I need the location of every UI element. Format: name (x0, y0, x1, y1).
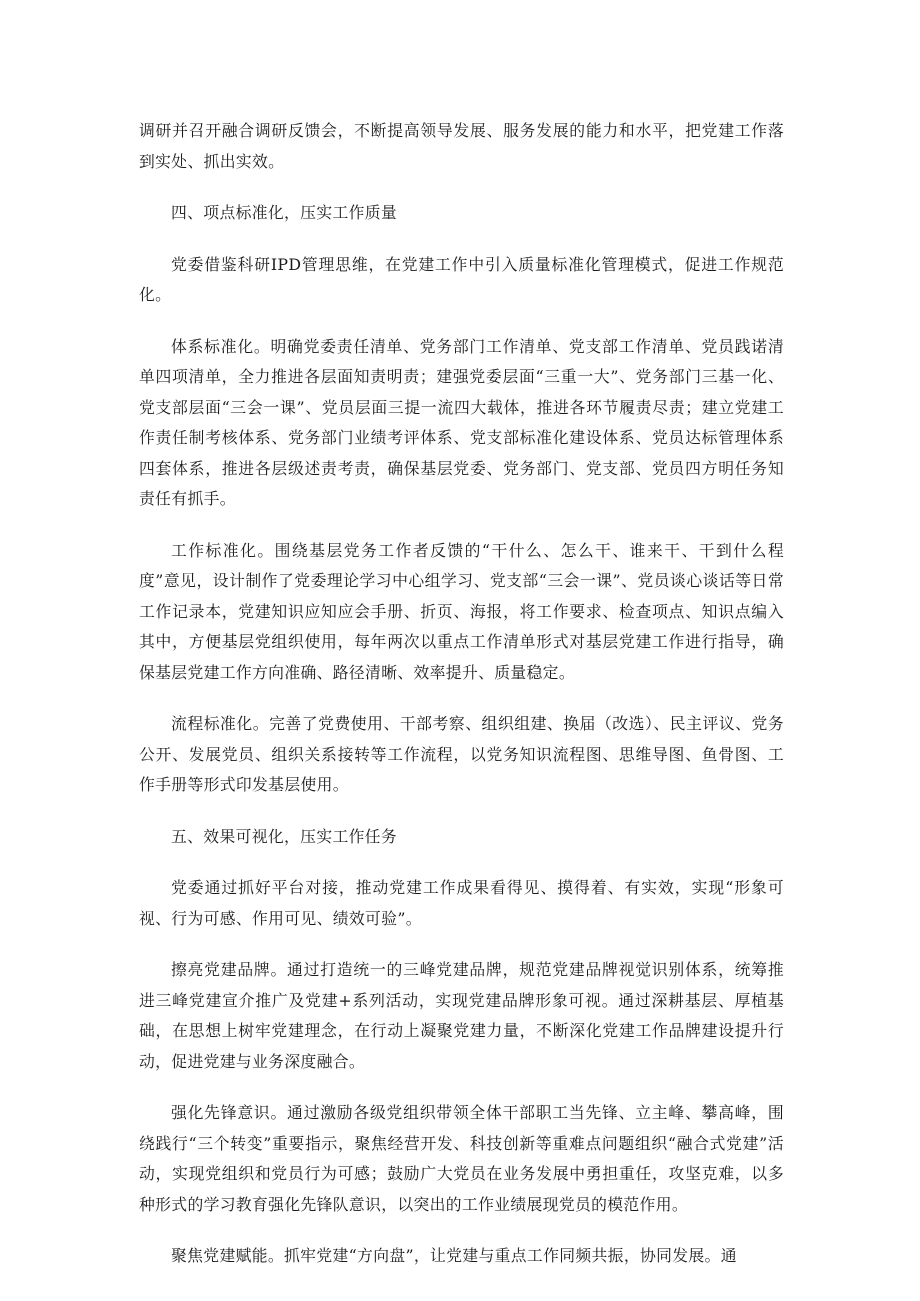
paragraph-work-standardization: 工作标准化。围绕基层党务工作者反馈的“干什么、怎么干、谁来干、干到什么程度”意见，设计制作了党委理论学习中心组学习、党支部“三会一课”、党员谈心谈话等日常工作记录本，党建知识应知应会手册、折页、海报，将工作要求、检查项点、知识点编入其中，方便基层党组织使用，每年两次以重点工作清单形式对基层党建工作进行指导，确保基层党建工作方向准确、路径清晰、效率提升、质量稳定。 (139, 540, 784, 682)
paragraph-system-standardization: 体系标准化。明确党委责任清单、党务部门工作清单、党支部工作清单、党员践诺清单四项清单，全力推进各层面知责明责；建强党委层面“三重一大”、党务部门三基一化、党支部层面“三会一课”、党员层面三提一流四大载体，推进各环节履责尽责；建立党建工作责任制考核体系、党务部门业绩考评体系、党支部标准化建设体系、党员达标管理体系四套体系，推进各层级述责考责，确保基层党委、党务部门、党支部、党员四方明任务知责任有抓手。 (139, 336, 784, 508)
document-page (139, 116, 784, 1293)
paragraph-visualization-intro: 党委通过抓好平台对接，推动党建工作成果看得见、摸得着、有实效，实现“形象可视、行为可感、作用可见、绩效可验”。 (139, 878, 784, 928)
section-heading-five: 五、效果可视化，压实工作任务 (171, 826, 398, 846)
paragraph-pioneer: 强化先锋意识。通过激励各级党组织带领全体干部职工当先锋、立主峰、攀高峰，围绕践行“三个转变”重要指示，聚焦经营开发、科技创新等重难点问题组织“融合式党建”活动，实现党组织和党员行为可感；鼓励广大党员在业务发展中勇担重任，攻坚克难，以多种形式的学习教育强化先锋队意识，以突出的工作业绩展现党员的模范作用。 (139, 1103, 784, 1214)
paragraph-ipd-intro: 党委借鉴科研IPD管理思维，在党建工作中引入质量标准化管理模式，促进工作规范化。 (139, 254, 784, 304)
paragraph-brand: 擦亮党建品牌。通过打造统一的三峰党建品牌，规范党建品牌视觉识别体系，统筹推进三峰党建宣介推广及党建+系列活动，实现党建品牌形象可视。通过深耕基层、厚植基础，在思想上树牢党建理念，在行动上凝聚党建力量，不断深化党建工作品牌建设提升行动，促进党建与业务深度融合。 (139, 960, 784, 1071)
paragraph-process-standardization: 流程标准化。完善了党费使用、干部考察、组织组建、换届（改选）、民主评议、党务公开、发展党员、组织关系接转等工作流程，以党务知识流程图、思维导图、鱼骨图、工作手册等形式印发基层使用。 (139, 714, 784, 794)
section-heading-four: 四、项点标准化，压实工作质量 (171, 203, 398, 222)
paragraph-continuation: 调研并召开融合调研反馈会，不断提高领导发展、服务发展的能力和水平，把党建工作落到实处、抓出实效。 (139, 121, 784, 171)
paragraph-empowerment: 聚焦党建赋能。抓牢党建“方向盘”，让党建与重点工作同频共振，协同发展。通 (171, 1246, 737, 1265)
